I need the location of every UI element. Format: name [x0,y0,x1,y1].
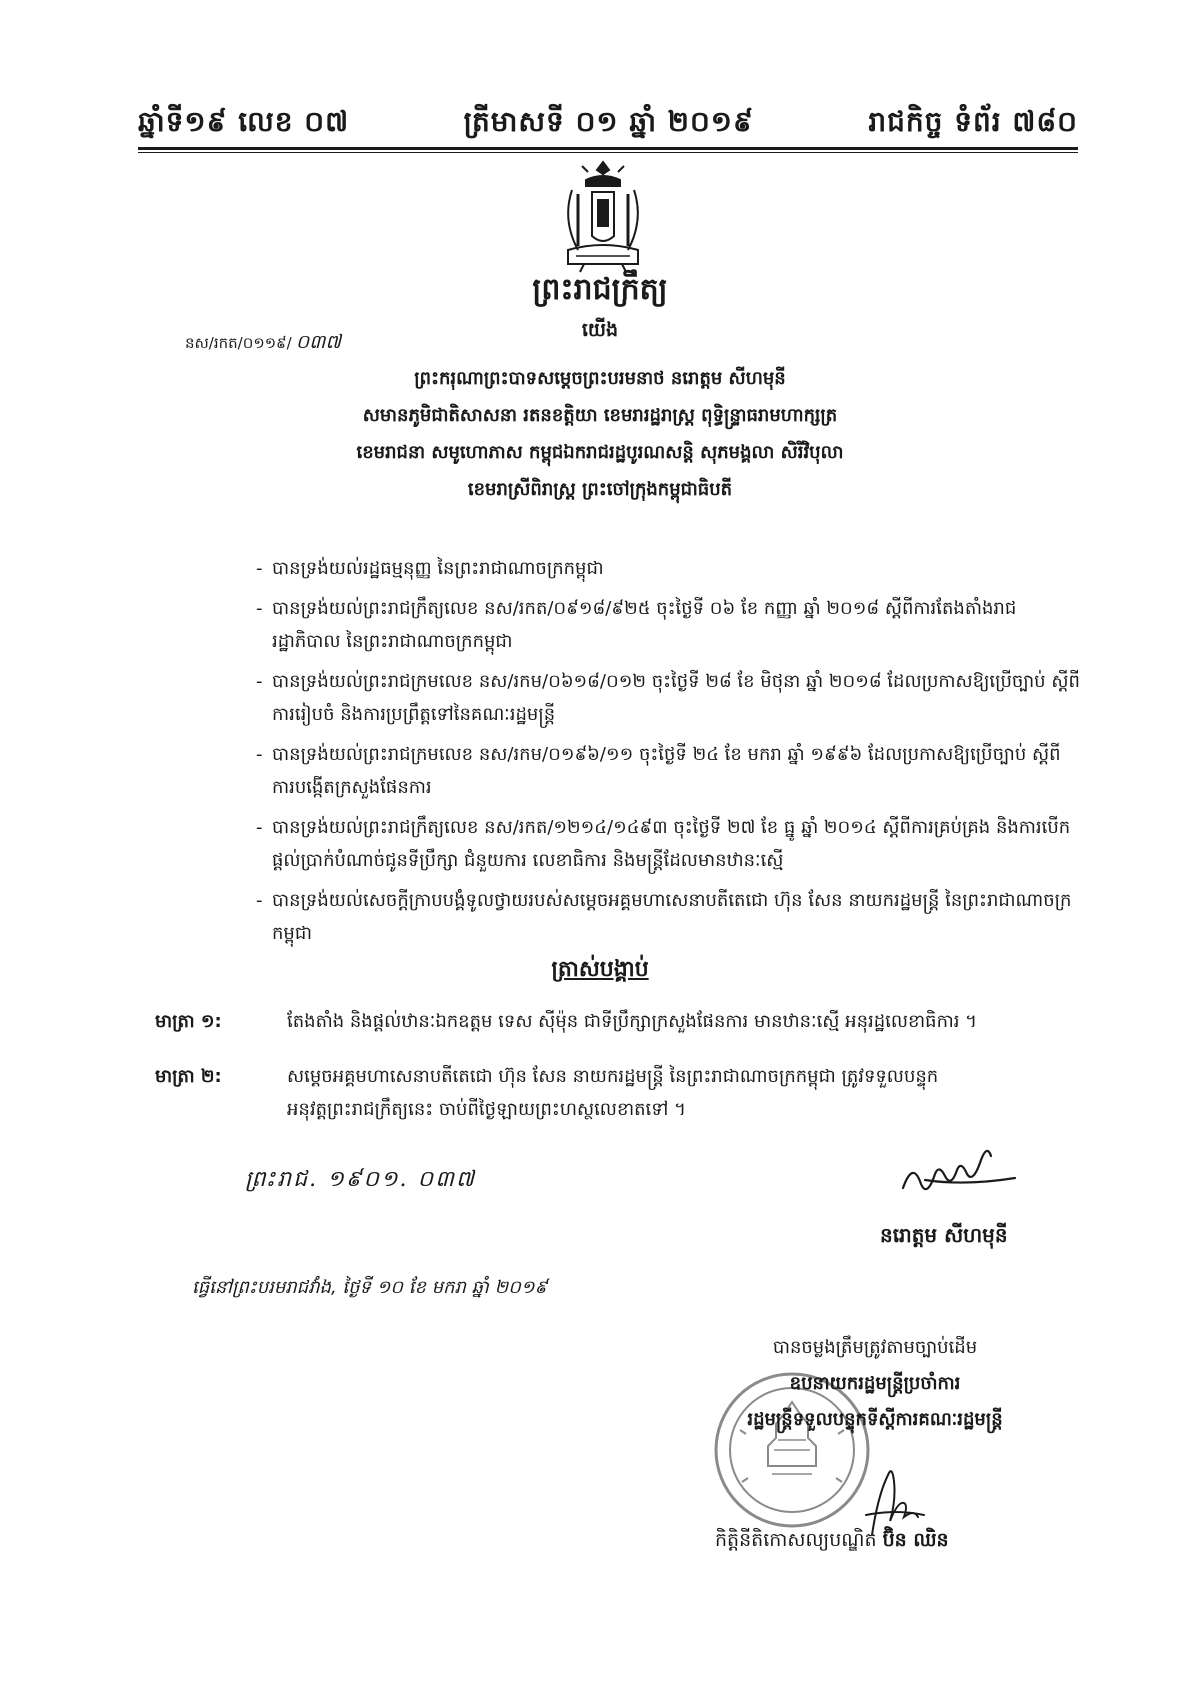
we-heading: យើង [581,319,619,341]
certification-block [665,1330,1085,1438]
consideration-item: - បានទ្រង់យល់ព្រះរាជក្រមលេខ នស/រកម/០១៩៦/១១ ចុះថ្ងៃទី ២៤ ខែ មករា ឆ្នាំ ១៩៩៦ ដែលប្រកាសឱ្យប្រើច្បាប់ ស្តីពីការបង្កើតក្រសួងផែនការ [256,744,1061,798]
minister-signature-block [715,1528,949,1556]
article-2 [155,1060,1085,1126]
header-rule-thin [138,152,1078,153]
reference-handwritten: ០៣៧ [295,331,341,353]
gazette-page-number: រាជកិច្ច ទំព័រ ៧៨០ [868,104,1078,138]
king-title-line: សមានភូមិជាតិសាសនា រតនខត្តិយា ខេមរារដ្ឋរាស្ត្រ ពុទ្ធិន្ទ្រាធរាមហាក្សត្រ [362,405,838,426]
minister-title-line: រដ្ឋមន្ត្រីទទួលបន្ទុកទីស្តីការគណៈរដ្ឋមន្ត្រី [747,1409,1003,1430]
consideration-item: - បានទ្រង់យល់ព្រះរាជក្រឹត្យលេខ នស/រកត/១២១៤/១៤៩៣ ចុះថ្ងៃទី ២៧ ខែ ធ្នូ ឆ្នាំ ២០១៤ ស្តីពីការគ្រប់គ្រង និងការបើកផ្តល់ប្រាក់បំណាច់ជូនទីប្រឹក្សា ជំនួយការ លេខាធិការ និងមន្ត្រីដែលមានឋានៈស្មើ [256,817,1071,871]
article-text: តែងតាំង និងផ្តល់ឋានៈឯកឧត្តម ទេស ស៊ីម៉ុន ជាទីប្រឹក្សាក្រសួងផែនការ មានឋានៈស្មើ អនុរដ្ឋលេខាធិការ ។ [287,1011,978,1032]
consideration-item: - បានទ្រង់យល់សេចក្តីក្រាបបង្គំទូលថ្វាយរបស់សម្តេចអគ្គមហាសេនាបតីតេជោ ហ៊ុន សែន នាយករដ្ឋមន្ត្រី នៃព្រះរាជាណាចក្រកម្ពុជា [256,890,1072,944]
article-label: មាត្រា ១: [155,1011,222,1032]
king-name: នរោត្តម សីហមុនី [880,1223,1008,1247]
king-title-line: ខេមរាស្រីពិរាស្ត្រ ព្រះចៅក្រុងកម្ពុជាធិបតី [467,479,733,500]
decree-reference [185,330,341,358]
place-date: ធ្វើនៅព្រះបរមរាជវាំង, ថ្ងៃទី ១០ ខែ មករា ឆ្នាំ ២០១៩ [192,1277,548,1298]
king-title-line: ព្រះករុណាព្រះបាទសម្តេចព្រះបរមនាថ នរោត្តម សីហមុនី [414,368,786,389]
signer-name: ប៊ិន ឈិន [882,1529,949,1551]
quarter-date: ត្រីមាសទី ០១ ឆ្នាំ ២០១៩ [463,104,754,138]
gazette-header [138,98,1078,150]
decides-heading: ត្រាស់បង្គាប់ [551,957,649,982]
decree-title: ព្រះរាជក្រឹត្យ [532,272,668,307]
consideration-item: - បានទ្រង់យល់រដ្ឋធម្មនុញ្ញ នៃព្រះរាជាណាចក្រកម្ពុជា [256,558,604,579]
header-rule [138,147,1078,150]
deputy-pm-line: ឧបនាយករដ្ឋមន្ត្រីប្រចាំការ [789,1373,961,1394]
reference-printed: នស/រកត/០១១៩/ [185,334,292,352]
article-label: មាត្រា ២: [155,1066,222,1087]
king-signature [895,1140,1025,1200]
certified-copy-line: បានចម្លងត្រឹមត្រូវតាមច្បាប់ដើម [772,1337,978,1358]
king-title-block [150,360,1050,508]
consideration-item: - បានទ្រង់យល់ព្រះរាជក្រឹត្យលេខ នស/រកត/០៩១៨/៩២៥ ចុះថ្ងៃទី ០៦ ខែ កញ្ញា ឆ្នាំ ២០១៨ ស្តីពីការតែងតាំងរាជរដ្ឋាភិបាល នៃព្រះរាជាណាចក្រកម្ពុជា [256,598,1017,652]
considerations-list [256,552,1082,957]
year-issue: ឆ្នាំទី១៩ លេខ ០៧ [138,104,350,138]
article-text: សម្តេចអគ្គមហាសេនាបតីតេជោ ហ៊ុន សែន នាយករដ្ឋមន្ត្រី នៃព្រះរាជាណាចក្រកម្ពុជា ត្រូវទទួលបន្ទុក [287,1066,939,1087]
royal-emblem-icon [548,158,658,276]
consideration-item: - បានទ្រង់យល់ព្រះរាជក្រមលេខ នស/រកម/០៦១៨/០១២ ចុះថ្ងៃទី ២៨ ខែ មិថុនា ឆ្នាំ ២០១៨ ដែលប្រកាសឱ្យប្រើច្បាប់ ស្តីពីការរៀបចំ និងការប្រព្រឹត្តទៅនៃគណៈរដ្ឋមន្ត្រី [256,671,1080,725]
article-text-continuation: អនុវត្តព្រះរាជក្រឹត្យនេះ ចាប់ពីថ្ងៃឡាយព្រះហស្ថលេខាតទៅ ។ [287,1099,686,1120]
signer-title: កិត្តិនីតិកោសល្យបណ្ឌិត [715,1529,877,1551]
handwritten-reference: ព្រះរាជ. ១៩០១. ០៣៧ [245,1167,476,1192]
king-title-line: ខេមរាជនា សមូហោភាស កម្ពុជឯករាជរដ្ឋបូរណសន្តិ សុភមង្គលា សិរីវិបុលា [356,442,844,463]
article-1 [155,1005,1085,1038]
